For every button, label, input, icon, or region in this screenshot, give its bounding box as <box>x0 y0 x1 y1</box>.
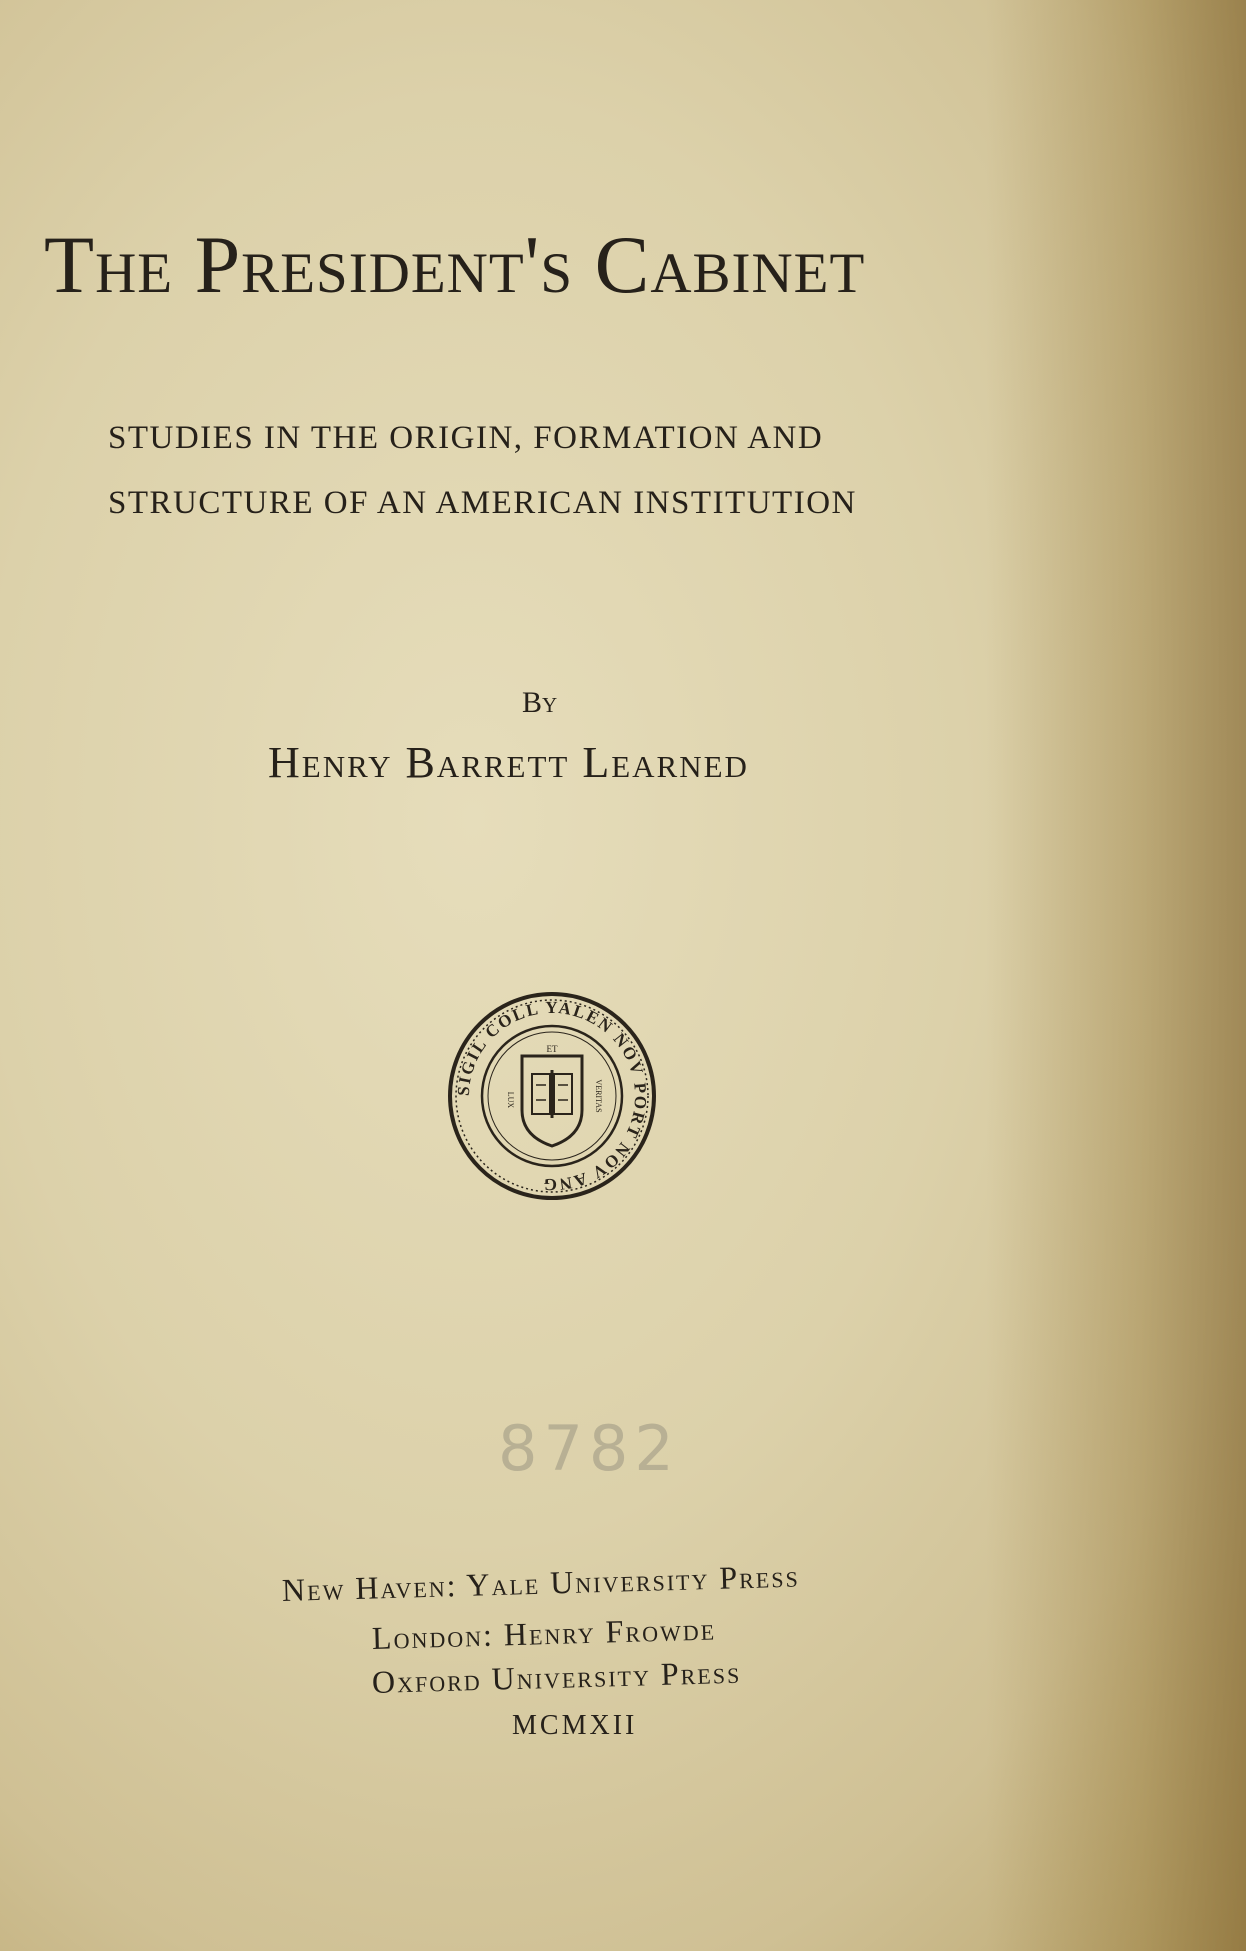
subtitle-line-1: STUDIES IN THE ORIGIN, FORMATION AND <box>108 420 824 456</box>
book-title: The President's Cabinet <box>44 219 866 310</box>
imprint-line-3: Oxford University Press <box>371 1653 742 1700</box>
yale-seal-icon <box>446 990 658 1202</box>
imprint-line-1: New Haven: Yale University Press <box>281 1557 801 1608</box>
svg-text:ET: ET <box>546 1044 558 1054</box>
page-edge-shadow <box>986 0 1246 1951</box>
svg-text:VERITAS: VERITAS <box>594 1079 603 1113</box>
by-label: By <box>522 686 558 719</box>
author-name: Henry Barrett Learned <box>268 738 749 787</box>
subtitle-line-2: STRUCTURE OF AN AMERICAN INSTITUTION <box>108 485 857 521</box>
library-stamp-number: 8782 <box>498 1412 680 1485</box>
seal-ring-text: SIGIL COLL YALEN NOV PORT NOV ANG <box>453 997 651 1195</box>
imprint-line-2: London: Henry Frowde <box>371 1610 717 1656</box>
svg-text:LUX: LUX <box>506 1091 515 1109</box>
imprint-year: MCMXII <box>512 1710 638 1741</box>
